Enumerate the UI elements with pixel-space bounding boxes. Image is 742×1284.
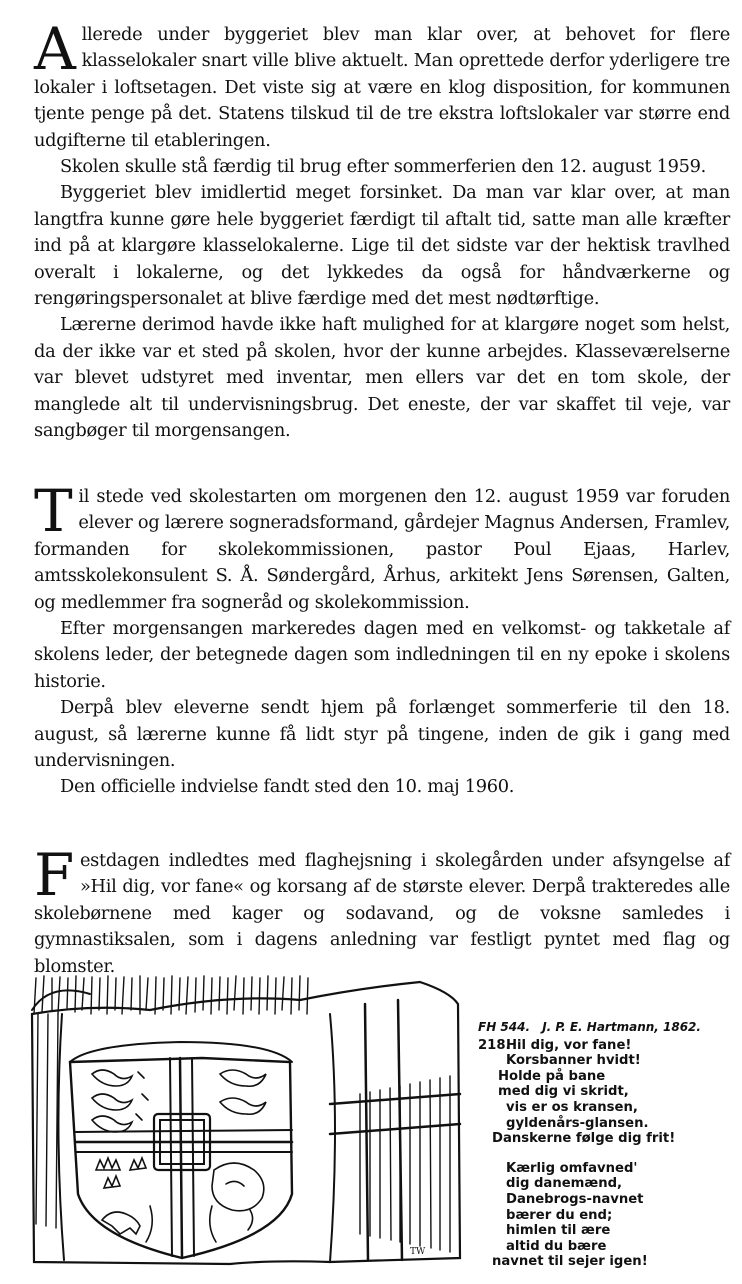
hymn-line: med dig vi skridt, — [498, 1084, 629, 1100]
hymn-line: 218.Hil dig, vor fane! — [478, 1037, 632, 1053]
hymn-text — [478, 1020, 710, 1284]
paragraph: Festdagen indledtes med flaghejsning i skolegården under afsyngelse af »Hil dig, vor fane« og korsang af de største elever. Derpå trakteredes alle skolebørnene med kager og sodavand, og de voksne samledes i gymnastiksalen, som i dagens anledning var festligt pyntet med flag og blomster. — [34, 841, 730, 977]
hymn-line: navnet til sejer igen! — [492, 1254, 648, 1270]
hymn-line: Kærlig omfavned' — [506, 1160, 638, 1176]
hymn-line: altid du bære — [506, 1238, 607, 1254]
paragraph: Lærerne derimod havde ikke haft mulighed for at klargøre noget som helst, da der ikke var et sted på skolen, hvor der kunne arbejdes. Klasseværelserne var blevet udstyret med inventar, men ellers var det en tom skole, der manglede alt til undervisningsbrug. Det eneste, der var skaffet til veje, var sangbøger til morgensangen. — [34, 314, 730, 442]
hymn-line: Holde på bane — [498, 1068, 606, 1084]
paragraph: Til stede ved skolestarten om morgenen den 12. august 1959 var foruden elever og lærere sogneradsformand, gårdejer Magnus Andersen, Framlev, formanden for skolekommissionen, pastor Poul Ejaas, Harlev, amtsskolekonsulent S. Å. Søndergård, Århus, arkitekt Jens Sørensen, Galten, og medlemmer fra sogneråd og skolekommission. — [34, 477, 730, 613]
paragraph: Skolen skulle stå færdig til brug efter sommerferien den 12. august 1959. — [60, 156, 707, 178]
flag-and-coat-of-arms-illustration — [30, 974, 462, 1266]
illustrator-signature: TW — [410, 1247, 426, 1257]
hymn-line: Korsbanner hvidt! — [506, 1053, 641, 1069]
hymn-line: himlen til ære — [506, 1223, 611, 1239]
paragraph: Allerede under byggeriet blev man klar over, at behovet for flere klasselokaler snart ville blive aktuelt. Man oprettede derfor yderligere tre lokaler i loftsetagen. Det viste sig at være en klog disposition, for kommunen tjente penge på det. Statens tilskud til de tre ekstra loftslokaler var større end udgifterne til etableringen. — [34, 15, 730, 151]
hymn-line: Danebrogs-navnet — [506, 1191, 644, 1207]
paragraph: Den officielle indvielse fandt sted den 10. maj 1960. — [60, 776, 515, 798]
section-inauguration — [34, 841, 730, 980]
paragraph: Derpå blev eleverne sendt hjem på forlænget sommerferie til den 18. august, så lærerne kunne få lidt styr på tingene, inden de gik i gang med undervisningen. — [34, 697, 730, 772]
hymn-line: dig danemænd, — [506, 1176, 623, 1192]
drop-cap: F — [34, 841, 74, 909]
hymn-line: vis er os kransen, — [506, 1099, 638, 1115]
drop-cap: T — [34, 477, 73, 545]
section-school-start — [34, 477, 730, 801]
hymn-composer: J. P. E. Hartmann, 1862. — [542, 1020, 701, 1034]
hymn-line: Danskerne følge dig frit! — [492, 1131, 676, 1147]
hymn-reference — [478, 1020, 710, 1036]
hymn-stanza-2 — [478, 1161, 710, 1270]
paragraph: Byggeriet blev imidlertid meget forsinket. Da man var klar over, at man langtfra kunne gøre hele byggeriet færdigt til aftalt tid, satte man alle kræfter ind på at klargøre klasselokalerne. Lige til det sidste var der hektisk travlhed overalt i lokalerne, og det lykkedes da også for håndværkerne og rengøringspersonalet at blive færdige med det mest nødtørftige. — [34, 182, 730, 310]
section-school-construction — [34, 15, 730, 445]
hymn-book-number: FH 544. — [478, 1020, 531, 1034]
drop-cap: A — [34, 15, 76, 83]
hymn-stanza-1 — [478, 1038, 710, 1147]
paragraph: Efter morgensangen markeredes dagen med en velkomst- og takketale af skolens leder, der betegnede dagen som indledningen til en ny epoke i skolens historie. — [34, 618, 730, 692]
hymn-line: gyldenårs-glansen. — [506, 1115, 649, 1131]
hymn-number: 218. — [478, 1037, 511, 1053]
hymn-line: bærer du end; — [506, 1207, 613, 1223]
